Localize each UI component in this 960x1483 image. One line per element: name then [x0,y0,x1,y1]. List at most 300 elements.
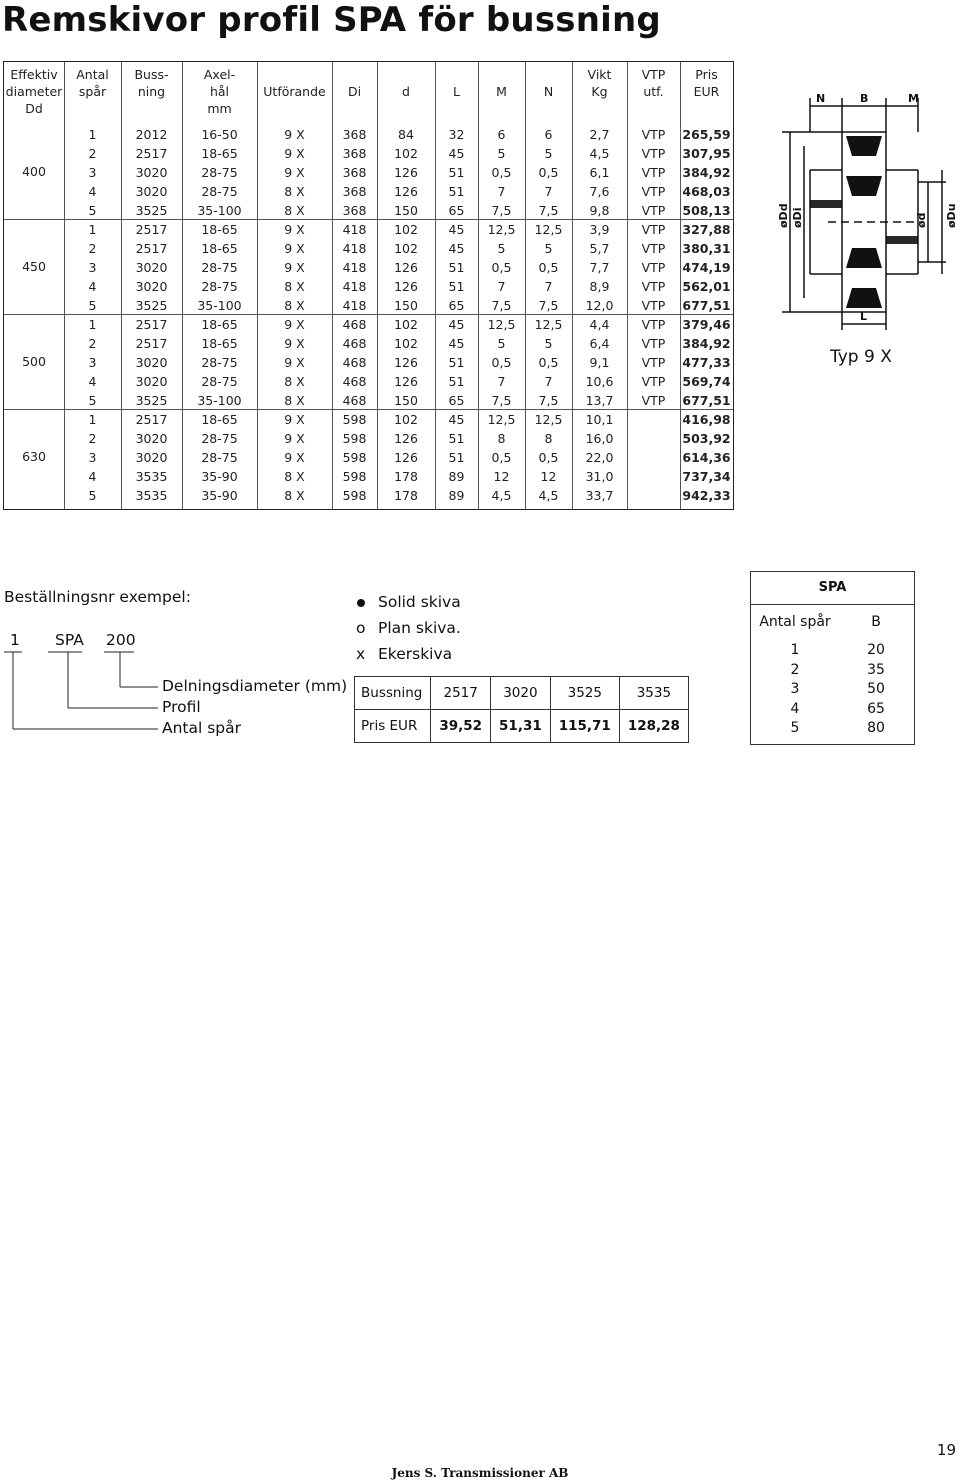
table-cell: 51 [448,374,465,389]
legend-solid: Solid skiva [356,593,461,611]
table-cell: 418 [342,222,367,237]
table-cell: 126 [394,260,418,275]
table-cell: 9 X [284,260,305,275]
table-cell: 65 [448,298,465,313]
legend-spoke: x Ekerskiva [356,645,453,663]
table-cell: 4,5 [491,488,512,503]
table-cell: 2 [88,336,97,351]
table-cell: 737,34 [682,469,731,484]
table-cell: VTP [641,393,666,408]
table-cell: 9 X [284,336,305,351]
table-cell: 0,5 [538,165,559,180]
table-cell: 102 [394,241,418,256]
table-cell: 8 X [284,488,305,503]
table-cell: 7,5 [491,393,512,408]
bushing-3020: 3020 [491,677,551,710]
table-cell: 102 [394,222,418,237]
table-cell: 65 [448,393,465,408]
column-header: M [496,84,507,99]
table-cell: 126 [394,355,418,370]
table-cell: 598 [342,431,367,446]
table-cell: 18-65 [201,222,238,237]
table-cell: 3 [88,355,97,370]
table-cell: 9 X [284,431,305,446]
table-cell: 28-75 [201,431,238,446]
table-cell: 51 [448,431,465,446]
column-header: Effektiv diameter Dd [5,67,63,116]
figure-caption: Typ 9 X [830,347,892,367]
table-cell: 5 [88,488,97,503]
spa-b-cell: 65 [867,700,885,717]
table-cell: VTP [641,355,666,370]
table-cell: 4 [88,184,97,199]
table-cell: 3020 [135,260,168,275]
table-cell: 12 [540,469,557,484]
table-cell: VTP [641,165,666,180]
table-cell: 4 [88,279,97,294]
table-cell: 28-75 [201,279,238,294]
table-cell: VTP [641,146,666,161]
table-cell: 6,1 [589,165,610,180]
table-cell: 5 [497,146,506,161]
pulley-drawing [768,80,958,370]
table-cell: 368 [342,165,367,180]
column-header: Di [347,84,362,99]
order-code-diameter: 200 [106,631,136,649]
table-cell: 0,5 [538,260,559,275]
table-cell: 8 X [284,203,305,218]
table-cell: 126 [394,165,418,180]
table-cell: 598 [342,469,367,484]
spa-b-cell: 50 [867,681,885,697]
solid-dot-icon [357,599,365,607]
table-cell: VTP [641,203,666,218]
column-header: d [402,84,410,99]
table-cell: 1 [88,222,97,237]
table-cell: 1 [88,317,97,332]
table-cell: 35-100 [197,203,242,218]
table-cell: 7 [544,279,553,294]
table-cell: 178 [394,488,418,503]
table-cell: 7,5 [538,393,559,408]
label-odd: øDd [777,203,790,228]
table-cell: 2 [88,431,97,446]
spa-count-cell: 5 [790,720,800,736]
page-title: Remskivor profil SPA för bussning [2,0,661,40]
column-header: Pris EUR [693,67,720,99]
table-cell: 126 [394,279,418,294]
table-cell: 468 [342,355,367,370]
table-cell: 45 [448,146,465,161]
column-header: N [543,84,554,99]
table-cell: 418 [342,260,367,275]
table-cell: 35-90 [201,488,238,503]
table-cell: 418 [342,241,367,256]
table-cell: 35-100 [197,393,242,408]
table-cell: 9 X [284,127,305,142]
table-cell: 2 [88,146,97,161]
table-cell: 416,98 [682,412,731,427]
table-cell: 178 [394,469,418,484]
spa-count-cell: 2 [790,661,800,678]
table-cell: 2517 [135,241,168,256]
table-cell: 8 X [284,279,305,294]
table-cell: 3020 [135,184,168,199]
table-cell: 18-65 [201,317,238,332]
spa-count-cell: 1 [790,642,800,658]
table-cell: 45 [448,317,465,332]
table-cell: 4,5 [538,488,559,503]
table-cell: 9 X [284,241,305,256]
table-cell: 4 [88,374,97,389]
table-cell: 368 [342,203,367,218]
table-cell: 7,5 [538,298,559,313]
table-cell: 126 [394,374,418,389]
table-cell: 3 [88,450,97,465]
table-cell: 7,5 [491,203,512,218]
table-cell [627,448,680,467]
table-cell: 2012 [135,127,168,142]
table-cell: 265,59 [682,127,731,142]
label-b: B [860,92,869,105]
table-cell: 6,4 [589,336,610,351]
table-cell: 28-75 [201,260,238,275]
column-header: Axel- hål mm [203,67,236,116]
table-cell: 7,5 [491,298,512,313]
table-cell: 368 [342,127,367,142]
label-odi: øDi [791,207,804,228]
table-cell: 474,19 [682,260,731,275]
table-cell: 5 [544,241,553,256]
table-cell: 45 [448,222,465,237]
label-odu: øDu [945,203,958,228]
table-cell: 28-75 [201,355,238,370]
order-code-count: 1 [10,631,20,649]
table-cell: 7 [544,184,553,199]
order-connector-lines [0,650,170,740]
table-cell: 45 [448,412,465,427]
column-header: VTP utf. [641,67,666,99]
table-cell: 3535 [135,488,168,503]
bushing-price-table [354,676,689,743]
table-cell: 368 [342,146,367,161]
table-cell: 598 [342,488,367,503]
table-cell: 2517 [135,317,168,332]
table-cell: 7,7 [589,260,610,275]
table-cell: 18-65 [201,336,238,351]
table-cell: 89 [448,488,465,503]
table-cell: 7 [497,279,506,294]
table-cell: 35-90 [201,469,238,484]
page-number: 19 [936,1441,956,1459]
label-m: M [908,92,919,105]
order-code-profile: SPA [55,631,84,649]
price-3525: 115,71 [550,710,619,743]
order-label-count: Antal spår [162,719,242,737]
table-cell: 468 [342,317,367,332]
table-cell: 3020 [135,450,168,465]
table-cell: 3525 [135,298,168,313]
table-cell: 9 X [284,450,305,465]
table-cell: 9,8 [589,203,610,218]
table-cell: 5 [88,393,97,408]
table-cell: 12,5 [534,317,563,332]
table-cell: VTP [641,317,666,332]
table-cell: 2517 [135,222,168,237]
table-cell: 28-75 [201,374,238,389]
table-cell: 418 [342,279,367,294]
table-cell: 5 [497,241,506,256]
label-l: L [860,310,868,323]
effective-diameter: 450 [22,259,46,274]
table-cell: 8 X [284,393,305,408]
price-row [355,710,689,743]
table-cell: 65 [448,203,465,218]
table-cell: VTP [641,241,666,256]
spa-groove-table [750,571,915,745]
table-cell: 5 [88,298,97,313]
table-cell: 7,6 [589,184,610,199]
table-cell: 9 X [284,355,305,370]
bushing-row [355,677,689,710]
table-cell: VTP [641,279,666,294]
column-header: Buss- ning [134,67,169,99]
table-cell: 35-100 [197,298,242,313]
table-cell: 468 [342,336,367,351]
table-cell: 12,5 [487,317,516,332]
table-cell: 614,36 [682,450,731,465]
order-example-title: Beställningsnr exempel: [4,588,191,606]
table-cell: 18-65 [201,146,238,161]
table-cell: 150 [394,393,418,408]
table-cell: 6 [497,127,506,142]
spa-b-cell: 20 [867,642,885,658]
table-cell: 102 [394,317,418,332]
table-cell: 102 [394,412,418,427]
table-cell: 0,5 [491,355,512,370]
bushing-3525: 3525 [550,677,619,710]
table-cell: 468 [342,374,367,389]
table-cell: 33,7 [585,488,614,503]
table-cell: 5,7 [589,241,610,256]
table-cell: 126 [394,450,418,465]
table-cell: 5 [544,146,553,161]
table-cell: 16-50 [201,127,238,142]
table-cell: 12,5 [534,222,563,237]
table-cell: 45 [448,241,465,256]
price-2517: 39,52 [431,710,491,743]
table-cell: 28-75 [201,165,238,180]
table-cell: 10,6 [585,374,614,389]
spa-col-b: B [871,614,881,630]
column-header: Utförande [263,84,326,99]
table-cell: 126 [394,184,418,199]
spa-count-cell: 4 [790,700,800,717]
table-cell: 3 [88,165,97,180]
table-cell: 9 X [284,222,305,237]
table-cell: 51 [448,450,465,465]
table-cell: 8 X [284,298,305,313]
table-cell: 8 [497,431,506,446]
table-cell [627,410,680,429]
table-cell: 18-65 [201,241,238,256]
label-n: N [816,92,826,105]
table-cell: 0,5 [491,260,512,275]
table-cell: 3525 [135,393,168,408]
table-cell: 7 [497,374,506,389]
table-cell: 102 [394,336,418,351]
table-cell [627,486,680,505]
table-cell: 3020 [135,431,168,446]
table-cell: 3020 [135,165,168,180]
order-label-profile: Profil [162,698,201,716]
table-cell: 8,9 [589,279,610,294]
table-cell: 12,5 [487,412,516,427]
table-cell: 9 X [284,165,305,180]
table-cell: 18-65 [201,412,238,427]
effective-diameter: 500 [22,354,46,369]
table-cell: VTP [641,127,666,142]
table-cell [627,467,680,486]
table-cell: 22,0 [585,450,614,465]
price-3020: 51,31 [491,710,551,743]
table-cell [627,429,680,448]
table-cell: 2517 [135,146,168,161]
table-cell: 677,51 [682,393,731,408]
table-cell: VTP [641,222,666,237]
table-cell: 7 [544,374,553,389]
pulley-cross-section-icon [768,80,958,370]
table-cell: 3 [88,260,97,275]
table-cell: 598 [342,412,367,427]
table-cell: 7,5 [538,203,559,218]
table-cell: 4,5 [589,146,610,161]
table-cell: 7 [497,184,506,199]
table-cell: 598 [342,450,367,465]
table-cell: 384,92 [682,336,731,351]
table-cell: 2 [88,241,97,256]
table-cell: 126 [394,431,418,446]
footer-company: Jens S. Transmissioner AB [391,1466,569,1480]
table-cell: 51 [448,184,465,199]
effective-diameter: 400 [22,164,46,179]
table-cell: 12 [493,469,510,484]
table-cell: 1 [88,127,97,142]
table-cell: 5 [497,336,506,351]
table-cell: 8 X [284,184,305,199]
table-cell: 9 X [284,412,305,427]
table-cell: 51 [448,165,465,180]
table-cell: 0,5 [491,165,512,180]
table-cell: 13,7 [585,393,614,408]
table-cell: 51 [448,279,465,294]
table-cell: 2,7 [589,127,610,142]
table-cell: 12,5 [487,222,516,237]
table-cell: VTP [641,336,666,351]
table-cell: 5 [88,203,97,218]
table-cell: 51 [448,260,465,275]
table-cell: 3525 [135,203,168,218]
table-cell: 942,33 [682,488,731,503]
table-cell: 562,01 [682,279,731,294]
bushing-3535: 3535 [619,677,688,710]
table-cell: 51 [448,355,465,370]
table-cell: 4,4 [589,317,610,332]
table-cell: 677,51 [682,298,731,313]
table-cell: 3020 [135,279,168,294]
table-cell: 2517 [135,336,168,351]
spa-count-cell: 3 [790,681,800,697]
label-od: ød [915,212,928,228]
spa-title: SPA [751,572,914,605]
column-header: Vikt Kg [587,67,612,99]
table-cell: 3020 [135,374,168,389]
table-cell: 8 X [284,374,305,389]
table-cell: 28-75 [201,450,238,465]
bushing-2517: 2517 [431,677,491,710]
table-cell: 5 [544,336,553,351]
price-3535: 128,28 [619,710,688,743]
spa-b-cell: 35 [867,661,885,678]
table-cell: 9 X [284,146,305,161]
table-cell: 2517 [135,412,168,427]
table-cell: 150 [394,298,418,313]
table-cell: 307,95 [682,146,731,161]
table-cell: 368 [342,184,367,199]
table-cell: 3,9 [589,222,610,237]
table-cell: 102 [394,146,418,161]
table-cell: 45 [448,336,465,351]
table-cell: 6 [544,127,553,142]
table-cell: 12,5 [534,412,563,427]
table-cell: 327,88 [682,222,731,237]
table-cell: VTP [641,184,666,199]
table-cell: 0,5 [538,450,559,465]
table-cell: 8 X [284,469,305,484]
table-cell: 508,13 [682,203,731,218]
product-table [3,61,734,510]
legend-plan: o Plan skiva. [356,619,461,637]
table-cell: 9 X [284,317,305,332]
table-cell: 32 [448,127,465,142]
effective-diameter: 630 [22,449,46,464]
table-cell: VTP [641,374,666,389]
table-cell: 12,0 [585,298,614,313]
table-cell: 16,0 [585,431,614,446]
table-cell: 380,31 [682,241,731,256]
table-cell: 9,1 [589,355,610,370]
table-cell: 0,5 [538,355,559,370]
table-cell: 3020 [135,355,168,370]
table-cell: 0,5 [491,450,512,465]
table-cell: 379,46 [682,317,731,332]
table-cell: 384,92 [682,165,731,180]
table-cell: 477,33 [682,355,731,370]
table-cell: VTP [641,298,666,313]
table-cell: 150 [394,203,418,218]
spa-b-cell: 80 [867,720,885,736]
table-cell: 569,74 [682,374,731,389]
table-cell: 468,03 [682,184,731,199]
table-cell: 10,1 [585,412,614,427]
table-cell: 418 [342,298,367,313]
table-cell: 89 [448,469,465,484]
table-cell: 8 [544,431,553,446]
column-header: L [453,84,460,99]
price-label: Pris EUR [355,710,431,743]
table-cell: 4 [88,469,97,484]
table-cell: 28-75 [201,184,238,199]
